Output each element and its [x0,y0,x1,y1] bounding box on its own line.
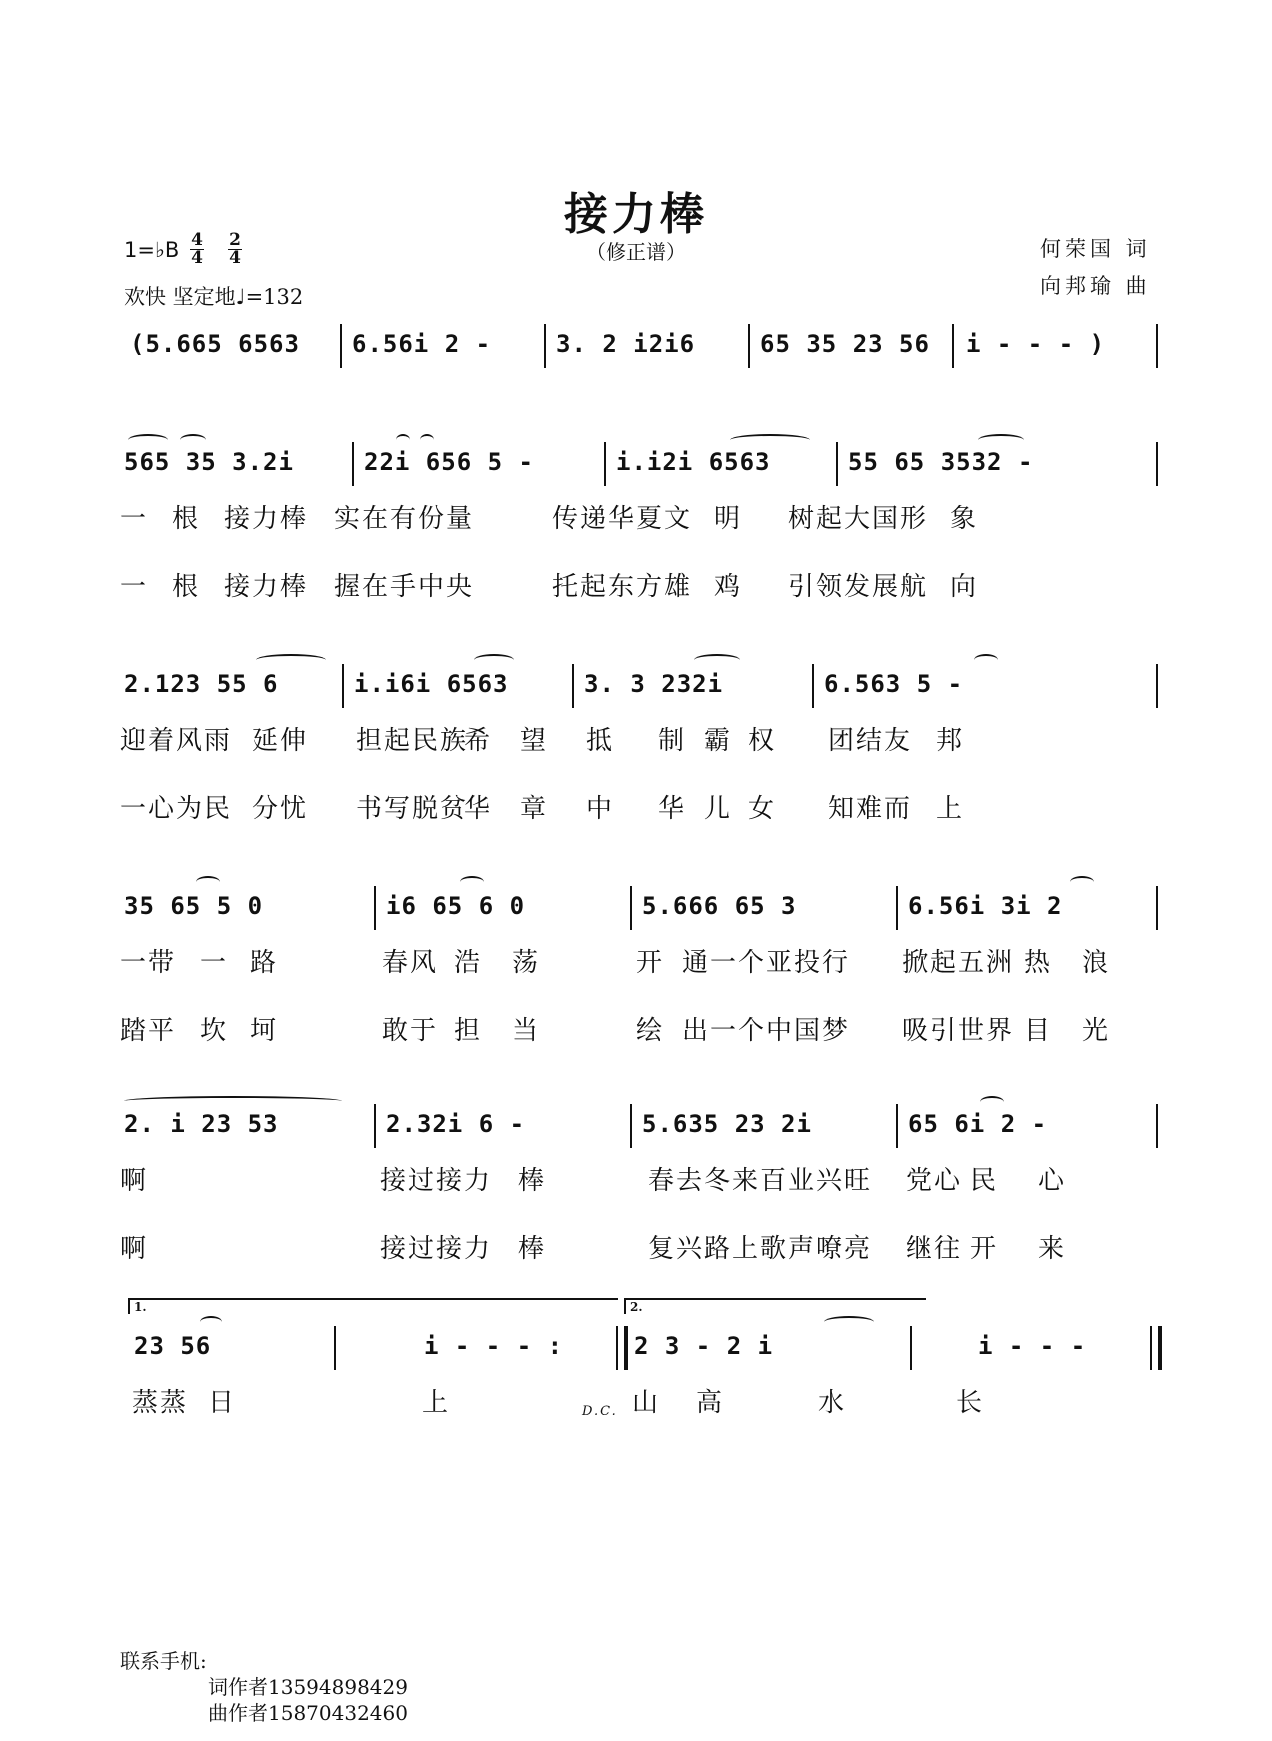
composer-credit: 向邦瑜 曲 [1040,274,1151,298]
measure: 3. 2 i2i6 [556,330,696,358]
lyric-word: 团结友 [828,726,913,756]
lyric-word: 心 [1038,1166,1067,1196]
time-sig-1-denominator: 4 [191,248,203,268]
repeat-barline [616,1326,628,1370]
lyricist-phone: 词作者13594898429 [208,1675,408,1699]
lyric-word: 春去冬来百业兴旺 [648,1166,873,1196]
lyric-word: 接力棒 [224,504,309,534]
lyric-word: 踏平 [120,1016,177,1046]
lyric-word: 绘 [636,1016,665,1046]
slur [420,434,434,446]
lyric-word: 热 [1024,948,1053,978]
notes-line [120,1110,1165,1150]
lyric-word: 出一个中国梦 [682,1016,851,1046]
lyric-word: 水 [818,1388,847,1418]
lyric-word: 继往 [906,1234,963,1264]
lyric-word: 接过接力 [380,1166,493,1196]
barline [630,886,632,930]
measure: 55 65 3532 - [848,448,1034,476]
time-sig-2-numerator: 2 [229,230,241,250]
time-signature-1 [190,232,204,267]
lyric-word: 蒸蒸 [132,1388,189,1418]
measure: 3. 3 232i [584,670,724,698]
slur [460,876,484,888]
lyric-word: 吸引世界 [902,1016,1015,1046]
lyric-word: 来 [1038,1234,1067,1264]
measure: 5.635 23 2i [642,1110,812,1138]
lyric-word: 光 [1082,1016,1111,1046]
second-ending-bracket [624,1298,926,1314]
barline [604,442,606,486]
composer-phone: 曲作者15870432460 [208,1701,408,1725]
barline [1156,664,1158,708]
lyric-word: 开 [970,1234,999,1264]
lyric-word: 一 [120,504,149,534]
song-title: 接力棒 [564,189,708,240]
barline [374,1104,376,1148]
lyric-word: 根 [172,572,201,602]
lyric-word: 复兴路上歌声嘹亮 [648,1234,873,1264]
lyric-word: 浪 [1082,948,1111,978]
lyric-word: 女 [748,794,777,824]
lyric-word: 迎着风雨 [120,726,233,756]
lyric-word: 上 [422,1388,451,1418]
lyric-word: 担 [454,1016,483,1046]
measure: i.i6i 6563 [354,670,509,698]
measure: i - - - [978,1332,1087,1360]
notes-line [120,670,1165,710]
notes-line [120,448,1165,488]
lyric-word: 权 [748,726,777,756]
measure: 65 35 23 56 [760,330,930,358]
time-signature-2 [228,232,242,267]
slur [180,434,206,446]
lyric-word: 明 [714,504,743,534]
slur [974,654,998,666]
measure: 6.56i 3i 2 [908,892,1063,920]
lyric-word: 日 [208,1388,237,1418]
measure: 5.666 65 3 [642,892,797,920]
lyric-word: 根 [172,504,201,534]
final-barline [1150,1326,1162,1370]
slur [128,434,168,446]
measure: 22i 656 5 - [364,448,534,476]
slur [730,434,810,446]
barline [1156,324,1158,368]
lyric-word: 握在手中央 [334,572,475,602]
barline [544,324,546,368]
lyric-word: 荡 [512,948,541,978]
lyric-word: 路 [250,948,279,978]
lyric-word: 托起东方雄 [552,572,693,602]
barline [836,442,838,486]
tempo-marking: 欢快 坚定地♩=132 [124,285,304,309]
lyric-word: 掀起五洲 [902,948,1015,978]
lyric-word: 传递华夏文 [552,504,693,534]
lyric-word: 高 [696,1388,725,1418]
barline [910,1326,912,1370]
slur [124,1096,342,1106]
lyric-word: 树起大国形 [788,504,929,534]
slur [1070,876,1094,888]
lyric-word: 接力棒 [224,572,309,602]
barline [342,664,344,708]
second-ending-label: 2. [630,1300,643,1314]
lyric-word: 敢于 [382,1016,439,1046]
measure: 65 6i 2 - [908,1110,1048,1138]
lyric-word: 中 [586,794,615,824]
lyric-word: 章 [520,794,549,824]
lyric-word: 制 [658,726,687,756]
lyric-word: 儿 [704,794,733,824]
lyric-word: 上 [936,794,965,824]
measure: 2. i 23 53 [124,1110,279,1138]
measure: (5.665 6563 [130,330,300,358]
notes-line [120,892,1165,932]
notes-line [120,330,1165,370]
da-capo-marking: D.C. [582,1404,618,1419]
lyric-word: 一 [200,948,229,978]
measure: i - - - ) [966,330,1106,358]
lyric-word: 春风 [382,948,439,978]
barline [1156,886,1158,930]
lyric-word: 抵 [586,726,615,756]
lyric-word: 民 [970,1166,999,1196]
measure: 2 3 - 2 i [634,1332,774,1360]
lyric-word: 浩 [454,948,483,978]
lyric-word: 霸 [704,726,733,756]
lyric-word: 分忧 [252,794,309,824]
measure: 23 56 [134,1332,212,1360]
lyric-word: 实在有份量 [334,504,475,534]
barline [748,324,750,368]
lyric-word: 华 [658,794,687,824]
lyric-word: 当 [512,1016,541,1046]
first-ending-label: 1. [134,1300,147,1314]
lyric-word: 长 [956,1388,985,1418]
measure: 2.123 55 6 [124,670,279,698]
slur [694,654,740,666]
lyric-word: 书写脱贫 [356,794,469,824]
lyric-word: 坷 [250,1016,279,1046]
slur [474,654,514,666]
lyric-word: 棒 [518,1166,547,1196]
lyric-word: 啊 [120,1234,149,1264]
measure: i - - - : [424,1332,564,1360]
lyric-word: 知难而 [828,794,913,824]
slur [824,1316,874,1328]
measure: 6.563 5 - [824,670,964,698]
measure: 6.56i 2 - [352,330,492,358]
slur [256,654,326,666]
measure: 35 65 5 0 [124,892,264,920]
notes-line [120,1332,1165,1372]
slur [978,434,1024,446]
song-subtitle: （修正谱） [586,240,686,264]
time-sig-2-denominator: 4 [229,248,241,268]
lyric-word: 鸡 [714,572,743,602]
lyric-word: 山 [632,1388,661,1418]
lyric-word: 接过接力 [380,1234,493,1264]
lyric-word: 引领发展航 [788,572,929,602]
slur [980,1096,1004,1108]
lyric-word: 希 [464,726,493,756]
measure: 565 35 3.2i [124,448,294,476]
lyric-word: 开 [636,948,665,978]
lyric-word: 啊 [120,1166,149,1196]
barline [1156,442,1158,486]
barline [812,664,814,708]
lyric-word: 坎 [200,1016,229,1046]
lyric-word: 象 [950,504,979,534]
slur [396,434,410,446]
key-signature: 1=♭B [124,238,180,262]
barline [952,324,954,368]
barline [334,1326,336,1370]
lyric-word: 延伸 [252,726,309,756]
contact-label: 联系手机: [120,1649,207,1673]
barline [1156,1104,1158,1148]
barline [896,886,898,930]
lyric-word: 一心为民 [120,794,233,824]
barline [896,1104,898,1148]
measure: i6 65 6 0 [386,892,526,920]
lyric-word: 华 [464,794,493,824]
barline [630,1104,632,1148]
lyric-word: 党心 [906,1166,963,1196]
slur [196,876,220,888]
measure: 2.32i 6 - [386,1110,526,1138]
barline [374,886,376,930]
barline [572,664,574,708]
barline [340,324,342,368]
lyric-word: 望 [520,726,549,756]
lyric-word: 一带 [120,948,177,978]
slur [200,1316,222,1328]
first-ending-bracket [128,1298,618,1314]
lyric-word: 棒 [518,1234,547,1264]
time-sig-1-numerator: 4 [191,230,203,250]
lyric-word: 目 [1024,1016,1053,1046]
lyric-word: 通一个亚投行 [682,948,851,978]
lyric-word: 邦 [936,726,965,756]
measure: i.i2i 6563 [616,448,771,476]
lyric-word: 向 [950,572,979,602]
contact-info [120,1648,408,1726]
lyric-word: 一 [120,572,149,602]
lyricist-credit: 何荣国 词 [1040,237,1151,261]
barline [352,442,354,486]
lyric-word: 担起民族 [356,726,469,756]
